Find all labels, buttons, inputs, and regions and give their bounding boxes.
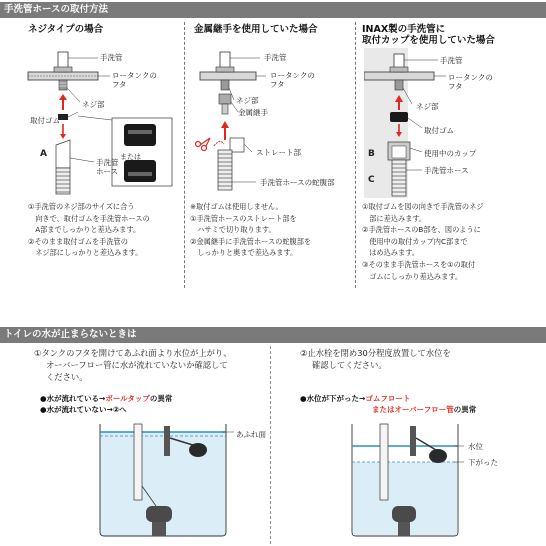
step1-line2: オーバーフロー管に水が流れていないか確認して [46,360,228,370]
col2-title: 金属継手を使用していた場合 [194,24,318,35]
label-faucet: 手洗管 [100,53,123,62]
label-overflow-level: あふれ面 [236,430,266,439]
label-rubber: 取付ゴム [30,116,60,125]
label-hose-2: ホース [96,167,119,176]
label-bellows: 手洗管ホースの蛇腹部 [260,178,335,187]
col1-note-line: ネジ部にしっかりと差込みます。 [28,248,143,258]
col3-note-line: ②手洗管ホースのB部を、図のように [362,225,481,235]
col2-notes [190,202,350,260]
label-lid: フタ [270,80,285,89]
label-cup: 使用中のカップ [424,149,477,158]
col1-note-line: A部までしっかりと差込みます。 [28,225,141,235]
col3-title-line2: 取付カップを使用していた場合 [362,35,495,46]
col3-note-line: 部に差込みます。 [362,213,427,223]
column-divider [355,22,356,288]
label-lowtank: ロータンクの [112,71,157,80]
section2-divider [270,346,271,544]
label-straight: ストレート部 [256,148,301,157]
bullet-highlight: ゴムフロート [365,394,411,403]
section-header-water-wont-stop: トイレの水が止まらないときは [0,327,546,343]
section-header-hose-install: 手洗管ホースの取付方法 [0,2,546,18]
label-faucet: 手洗管 [264,53,287,62]
label-thread: ネジ部 [82,100,105,109]
tank-overflow-diagram [94,418,234,546]
metal-joint-diagram [190,40,350,200]
bullet-ballcock [40,394,172,404]
step2-line2: 確認してください。 [312,360,387,370]
bullet-highlight: ボールタップ [105,394,150,403]
col2-note-line: ※取付ゴムは使用しません。 [190,202,283,211]
col3-note-line: 使用中の取付カップ内C部まで [362,236,468,246]
col1-note-line: ②そのまま取付ゴムを手洗管の [28,236,128,246]
label-lowtank: ロータンクの [448,73,493,82]
col1-title: ネジタイプの場合 [28,24,104,35]
col3-notes [362,202,542,283]
label-dropped: 下がった [468,458,498,467]
label-c: C [368,175,375,185]
bullet-text: の異常 [149,394,173,403]
bullet-text: の異常 [453,405,477,414]
col3-title-line1: INAX製の手洗管に [362,24,446,35]
label-thread: ネジ部 [416,102,439,111]
tank-water-level-diagram [346,418,466,546]
col2-note-line: しっかりと奥まで差込みます。 [190,248,298,258]
bullet-text: ●水が流れている→ [40,394,106,403]
bullet-float [300,394,410,404]
label-water-level: 水位 [468,442,483,451]
col2-note-line: ①手洗管ホースのストレート部を [190,213,297,223]
label-a: A [40,149,47,159]
label-lowtank: ロータンクの [270,71,315,80]
inax-cup-diagram [364,48,514,198]
col3-note-line: ゴムにしっかり差込みます。 [362,271,463,281]
label-b: B [368,149,375,159]
col1-note-line: 向きで、取付ゴムを手洗管ホースの [28,213,150,223]
col3-note-line: ①取付ゴムを図の向きで手洗管のネジ [362,202,484,211]
col2-note-line: ハサミで切り取ります。 [190,225,276,235]
col3-note-line: はめ込みます。 [362,248,419,258]
column-divider [184,22,185,288]
col3-note-line: ③そのまま手洗管ホースを①の取付 [362,259,476,269]
label-or: または [120,153,141,161]
step2-line1: ②止水栓を閉め30分程度放置して水位を [300,348,451,358]
bullet-text: ●水位が下がった→ [300,394,366,403]
label-lid: フタ [112,80,127,89]
step1-line3: ください。 [46,372,88,382]
col1-notes [28,202,178,260]
label-hose: 手洗管ホース [424,166,469,175]
label-rubber: 取付ゴム [424,126,454,135]
label-faucet: 手洗管 [440,56,463,65]
label-metal-joint: 金属継手 [238,108,268,117]
bullet-go-step2: ●水が流れていない→②へ [40,405,127,414]
bullet-highlight: またはオーバーフロー管 [372,405,454,414]
bullet-overflow-pipe [372,405,476,415]
col1-note-line: ①手洗管のネジ部のサイズに合う [28,202,135,211]
label-thread: ネジ部 [236,96,259,105]
label-hose-1: 手洗管 [96,158,119,167]
col2-note-line: ②金属継手に手洗管ホースの蛇腹部を [190,236,312,246]
step1-line1: ①タンクのフタを開けてあふれ面より水位が上がり、 [34,348,232,358]
label-lid: フタ [448,82,463,91]
scissors-icon [196,138,211,151]
